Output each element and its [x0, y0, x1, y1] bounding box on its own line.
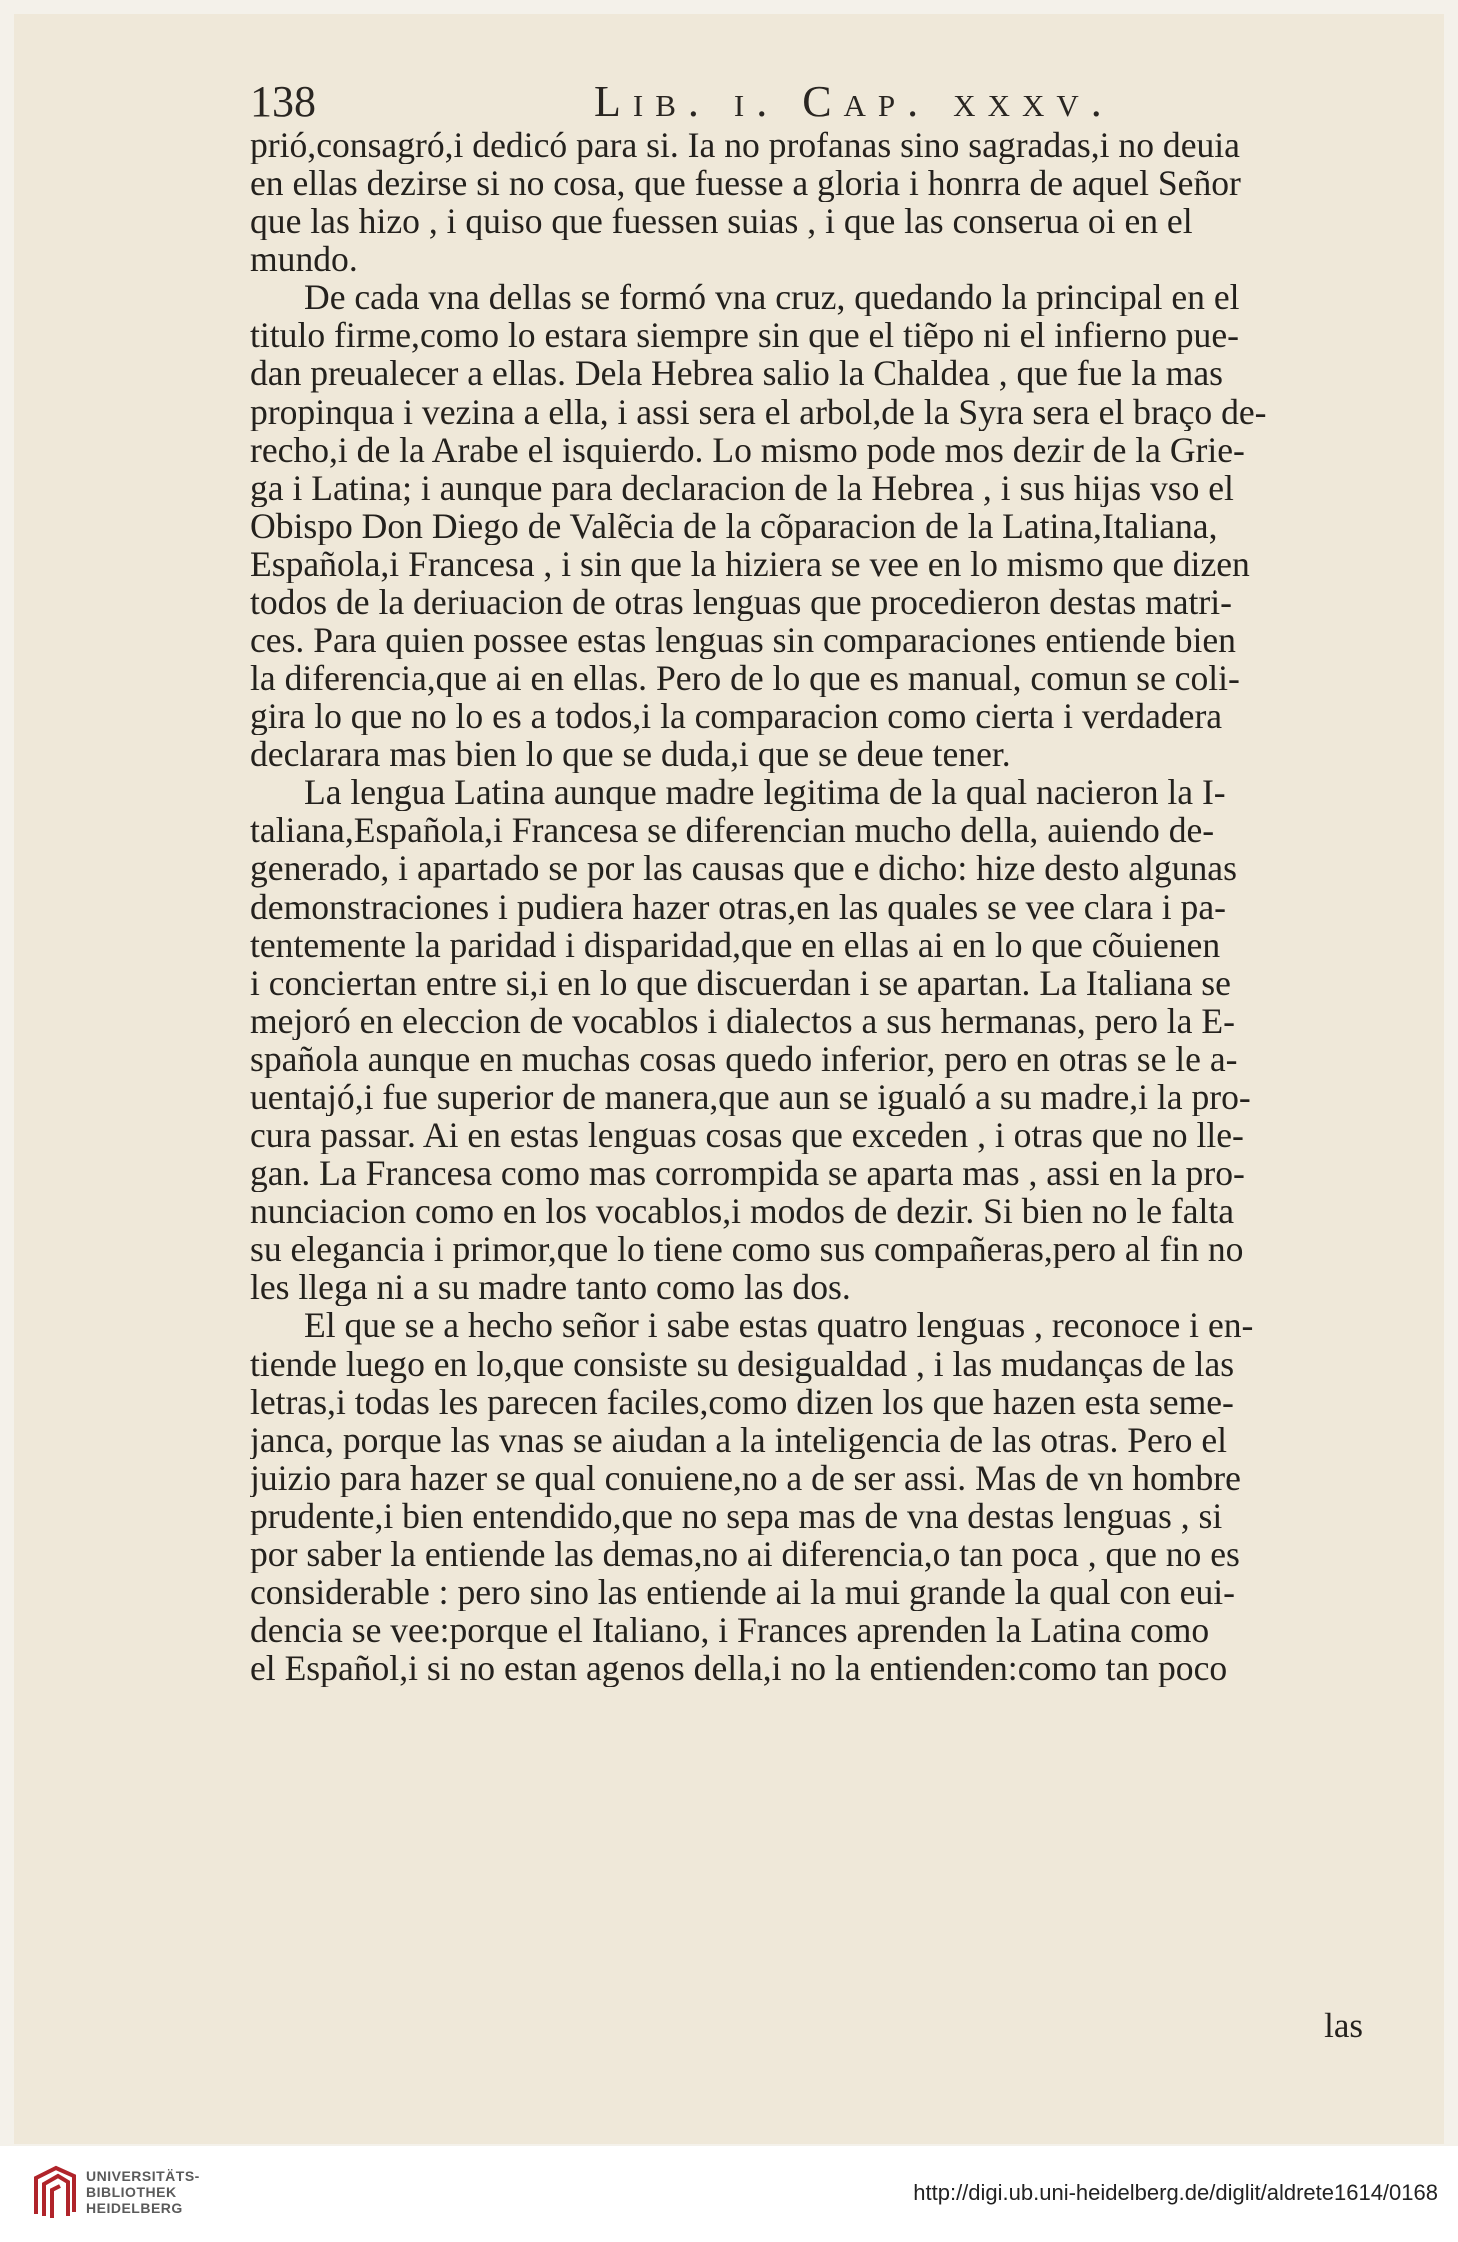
text-line: De cada vna dellas se formó vna cruz, quedando la principal en el	[304, 278, 1240, 317]
text-line: tentemente la paridad i disparidad,que en ellas ai en lo que cõuienen	[250, 925, 1221, 964]
text-line: ga i Latina; i aunque para declaracion de la Hebrea , i sus hijas vso el	[250, 468, 1234, 507]
book-page	[14, 14, 1444, 2144]
text-line: janca, porque las vnas se aiudan a la inteligencia de las otras. Pero el	[250, 1420, 1228, 1459]
text-line: tiende luego en lo,que consiste su desigualdad , i las mudanças de las	[250, 1344, 1235, 1383]
text-line: propinqua i vezina a ella, i assi sera el arbol,de la Syra sera el braço de-	[250, 392, 1267, 431]
text-line: recho,i de la Arabe el isquierdo. Lo mismo pode mos dezir de la Grie-	[250, 430, 1245, 469]
text-line: Obispo Don Diego de Valẽcia de la cõparacion de la Latina,Italiana,	[250, 506, 1218, 545]
text-line: ces. Para quien possee estas lenguas sin comparaciones entiende bien	[250, 621, 1236, 660]
text-line: taliana,Española,i Francesa se diferencian mucho della, auiendo de-	[250, 811, 1215, 850]
text-line: spañola aunque en muchas cosas quedo inferior, pero en otras se le a-	[250, 1039, 1238, 1078]
text-line: que las hizo , i quiso que fuessen suias , i que las conserua oi en el	[250, 202, 1193, 241]
text-line: uentajó,i fue superior de manera,que aun se igualó a su madre,i la pro-	[250, 1077, 1251, 1117]
text-line: El que se a hecho señor i sabe estas quatro lenguas , reconoce i en-	[304, 1306, 1254, 1345]
text-line: dencia se vee:porque el Italiano, i Frances aprenden la Latina como	[250, 1611, 1210, 1650]
text-line: gira lo que no lo es a todos,i la comparacion como cierta i verdadera	[250, 697, 1223, 736]
text-line: por saber la entiende las demas,no ai diferencia,o tan poca , que no es	[250, 1534, 1240, 1573]
library-name-line: BIBLIOTHEK	[86, 2184, 177, 2200]
text-line: les llega ni a su madre tanto como las dos.	[250, 1268, 851, 1307]
text-line: titulo firme,como lo estara siempre sin que el tiẽpo ni el infierno pue-	[250, 316, 1239, 355]
text-line: nunciacion como en los vocablos,i modos de dezir. Si bien no le falta	[250, 1192, 1235, 1231]
page-number: 138	[250, 77, 316, 126]
text-line: gan. La Francesa como mas corrompida se aparta mas , assi en la pro-	[250, 1154, 1245, 1193]
library-name-line: HEIDELBERG	[86, 2200, 183, 2216]
running-title: Lib. i. Cap. xxxv.	[594, 77, 1114, 126]
text-line: prudente,i bien entendido,que no sepa mas de vna destas lenguas , si	[250, 1496, 1223, 1535]
text-line: su elegancia i primor,que lo tiene como sus compañeras,pero al fin no	[250, 1230, 1244, 1269]
text-line: mejoró en eleccion de vocablos i dialectos a sus hermanas, pero la E-	[250, 1001, 1235, 1040]
library-logo-icon	[30, 2164, 80, 2222]
library-name	[86, 2168, 200, 2216]
text-line: todos de la deriuacion de otras lenguas que procedieron destas matri-	[250, 582, 1233, 622]
page-header	[240, 76, 1400, 132]
text-line: mundo.	[250, 240, 358, 279]
text-line: la diferencia,que ai en ellas. Pero de lo que es manual, comun se coli-	[250, 659, 1240, 698]
library-name-line: UNIVERSITÄTS-	[86, 2168, 200, 2184]
body-text	[250, 126, 1380, 1687]
footer-bar	[0, 2146, 1458, 2242]
text-line: letras,i todas les parecen faciles,como dizen los que hazen esta seme-	[250, 1382, 1234, 1421]
source-url-link[interactable]: http://digi.ub.uni-heidelberg.de/diglit/aldrete1614/0168	[913, 2180, 1438, 2205]
text-line: en ellas dezirse si no cosa, que fuesse a gloria i honrra de aquel Señor	[250, 164, 1241, 203]
text-line: cura passar. Ai en estas lenguas cosas que exceden , i otras que no lle-	[250, 1116, 1244, 1155]
text-line: generado, i apartado se por las causas que e dicho: hize desto algunas	[250, 849, 1237, 888]
text-line: prió,consagró,i dedicó para si. Ia no profanas sino sagradas,i no deuia	[250, 126, 1240, 165]
text-line: Española,i Francesa , i sin que la hiziera se vee en lo mismo que dizen	[250, 544, 1250, 583]
text-line: La lengua Latina aunque madre legitima de la qual nacieron la I-	[304, 773, 1226, 812]
text-line: i conciertan entre si,i en lo que discuerdan i se apartan. La Italiana se	[250, 963, 1231, 1002]
text-line: considerable : pero sino las entiende ai la mui grande la qual con eui-	[250, 1572, 1235, 1612]
text-line: demonstraciones i pudiera hazer otras,en las quales se vee clara i pa-	[250, 887, 1226, 926]
text-line: declarara mas bien lo que se duda,i que se deue tener.	[250, 735, 1011, 774]
text-line: dan preualecer a ellas. Dela Hebrea salio la Chaldea , que fue la mas	[250, 354, 1223, 393]
text-line: el Español,i si no estan agenos della,i no la entienden:como tan poco	[250, 1649, 1228, 1688]
text-line: juizio para hazer se qual conuiene,no a de ser assi. Mas de vn hombre	[250, 1458, 1241, 1497]
catchword: las	[1324, 2006, 1363, 2045]
